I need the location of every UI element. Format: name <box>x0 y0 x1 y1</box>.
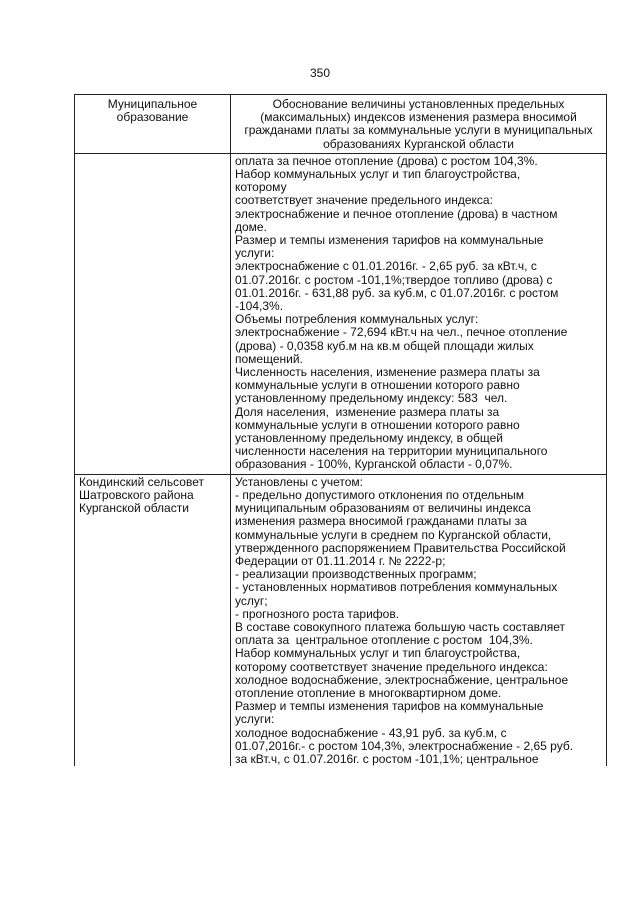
justification-line: -104,3%. <box>235 299 284 314</box>
table-header-row <box>75 95 607 154</box>
justification-line: Федерации от 01.11.2014 г. № 2222-р; <box>235 553 446 568</box>
justification-cell <box>231 153 607 474</box>
justification-line: муниципальным образованиям от величины индекса <box>235 501 531 516</box>
justification-line: В составе совокупного платежа большую часть составляет <box>235 619 566 634</box>
justification-line: 01.07,2016г.- с ростом 104,3%, электроснабжение - 2,65 руб. <box>235 738 574 753</box>
justification-line: численности населения на территории муниципального <box>235 444 548 459</box>
justification-line: - прогнозного роста тарифов. <box>235 606 400 621</box>
justification-line: (дрова) - 0,0358 куб.м на кв.м общей площади жилых <box>235 338 534 353</box>
justification-line: которому <box>235 180 287 195</box>
justification-line: Размер и темпы изменения тарифов на коммунальные <box>235 699 544 714</box>
justification-line: - предельно допустимого отклонения по отдельным <box>235 487 524 502</box>
justification-line: Размер и темпы изменения тарифов на коммунальные <box>235 233 544 248</box>
justification-line: Доля населения, изменение размера платы за <box>235 404 500 419</box>
justification-line: доме. <box>235 219 267 234</box>
justification-line: услуг; <box>235 593 268 608</box>
tariff-justification-table <box>74 94 607 766</box>
justification-line: за кВт.ч, с 01.07.2016г. с ростом -101,1%; центральное <box>235 751 539 766</box>
header-justification: Обоснование величины установленных предельных (максимальных) индексов изменения размера вносимой гражданами платы за коммунальные услуги в муниципальных образованиях Курганской области <box>231 95 607 154</box>
justification-line: оплата за печное отопление (дрова) с ростом 104,3%. <box>235 153 538 168</box>
page-number: 350 <box>309 66 331 80</box>
justification-line: холодное водоснабжение - 43,91 руб. за куб.м, с <box>235 725 507 740</box>
justification-line: коммунальные услуги в отношении которого равно <box>235 378 520 393</box>
justification-line: изменения размера вносимой гражданами платы за <box>235 514 527 529</box>
justification-line: услуги: <box>235 712 275 727</box>
municipality-cell <box>75 153 231 474</box>
justification-line: установленному предельному индексу: 583 чел. <box>235 391 508 406</box>
justification-line: электроснабжение с 01.01.2016г. - 2,65 руб. за кВт.ч, с <box>235 259 537 274</box>
header-municipality: Муниципальное образование <box>75 95 231 154</box>
table-row <box>75 474 607 766</box>
justification-line: холодное водоснабжение, электроснабжение, центральное <box>235 672 569 687</box>
justification-line: отопление отопление в многоквартирном доме. <box>235 685 502 700</box>
justification-line: Установлены с учетом: <box>235 474 363 489</box>
justification-line: 01.07.2016г. с ростом -101,1%;твердое топливо (дрова) с <box>235 272 553 287</box>
justification-line: услуги: <box>235 246 275 261</box>
justification-line: коммунальные услуги в отношении которого равно <box>235 417 520 432</box>
justification-line: 01.01.2016г. - 631,88 руб. за куб.м, с 01.07.2016г. с ростом <box>235 285 559 300</box>
justification-line: оплата за центральное отопление с ростом 104,3%. <box>235 633 533 648</box>
municipality-name: Кондинский сельсовет Шатровского района Курганской области <box>79 474 204 516</box>
justification-line: - реализации производственных программ; <box>235 567 477 582</box>
justification-line: помещений. <box>235 351 303 366</box>
justification-cell <box>231 474 607 766</box>
municipality-cell <box>75 474 231 766</box>
justification-line: установленному предельному индексу, в общей <box>235 431 503 446</box>
justification-line: коммунальные услуги в среднем по Курганской области, <box>235 527 552 542</box>
justification-line: образования - 100%, Курганской области - 0,07%. <box>235 457 513 472</box>
justification-line: Набор коммунальных услуг и тип благоустройства, <box>235 167 521 182</box>
justification-line: Объемы потребления коммунальных услуг: <box>235 312 479 327</box>
justification-line: соответствует значение предельного индекса: <box>235 193 493 208</box>
table-row <box>75 153 607 474</box>
justification-line: электроснабжение - 72,694 кВт.ч на чел., печное отопление <box>235 325 568 340</box>
justification-line: Численность населения, изменение размера платы за <box>235 365 540 380</box>
justification-line: Набор коммунальных услуг и тип благоустройства, <box>235 646 521 661</box>
justification-line: - установленных нормативов потребления коммунальных <box>235 580 558 595</box>
justification-line: которому соответствует значение предельного индекса: <box>235 659 548 674</box>
justification-line: утвержденного распоряжением Правительства Российской <box>235 540 566 555</box>
justification-line: электроснабжение и печное отопление (дрова) в частном <box>235 206 558 221</box>
